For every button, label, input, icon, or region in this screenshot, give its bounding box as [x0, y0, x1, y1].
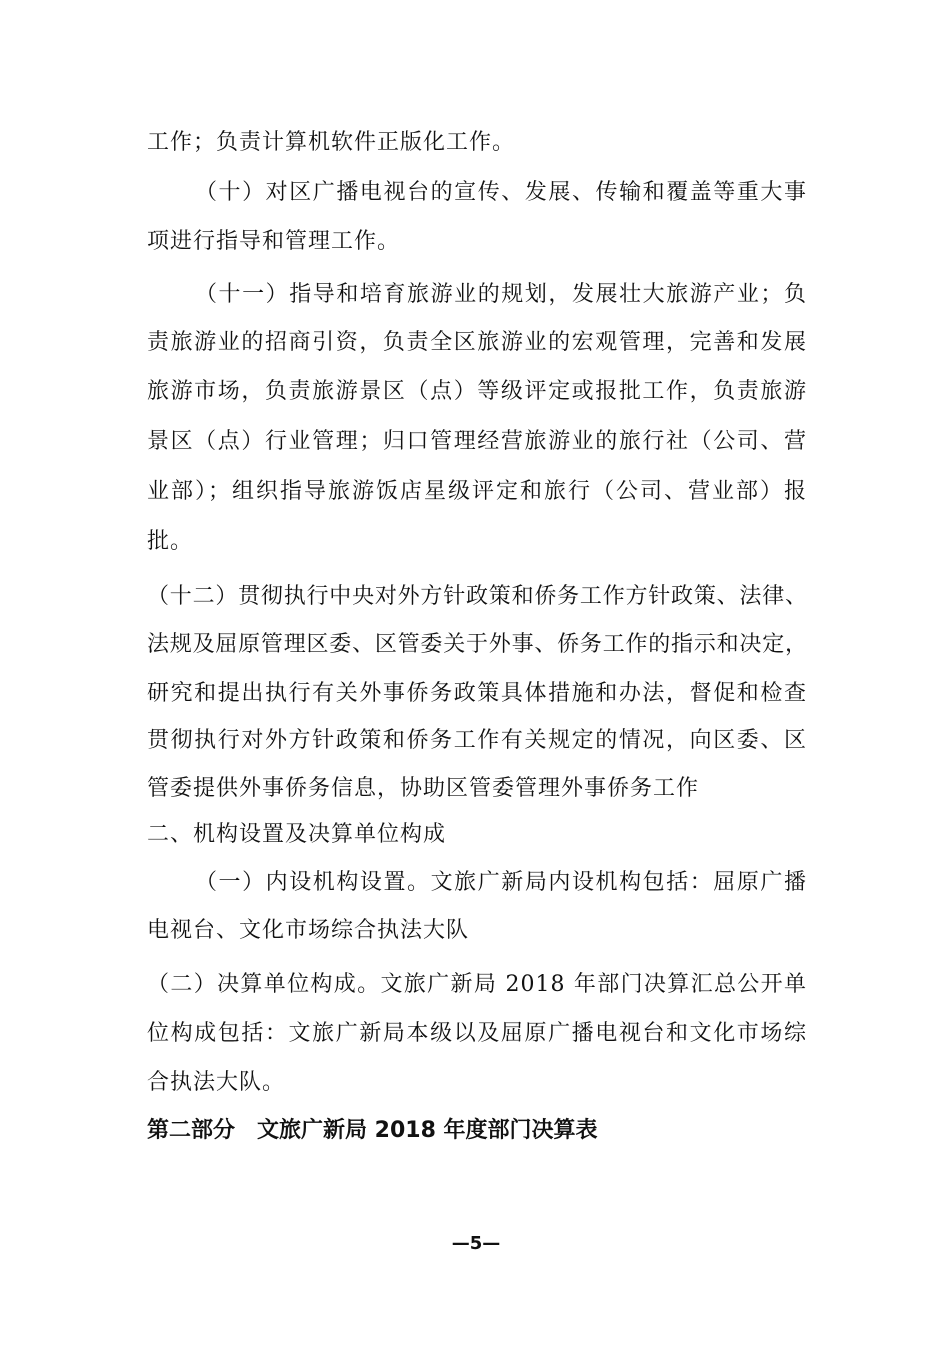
body-line: 法规及屈原管理区委、区管委关于外事、侨务工作的指示和决定，: [147, 632, 807, 657]
body-line: 位构成包括：文旅广新局本级以及屈原广播电视台和文化市场综: [147, 1021, 807, 1046]
section-heading: 二、机构设置及决算单位构成: [147, 822, 447, 847]
page-number: —5—: [451, 1233, 501, 1254]
body-line: （十一）指导和培育旅游业的规划，发展壮大旅游产业；负: [195, 282, 807, 307]
body-line: （一）内设机构设置。文旅广新局内设机构包括：屈原广播: [195, 870, 807, 895]
body-line: （十）对区广播电视台的宣传、发展、传输和覆盖等重大事: [195, 180, 807, 205]
body-line: 合执法大队。: [147, 1070, 286, 1095]
body-line: 电视台、文化市场综合执法大队: [147, 918, 470, 943]
body-line: （二）决算单位构成。文旅广新局 2018 年部门决算汇总公开单: [147, 972, 807, 997]
body-line: 批。: [147, 529, 194, 554]
body-line: 贯彻执行对外方针政策和侨务工作有关规定的情况，向区委、区: [147, 728, 807, 753]
body-line: 研究和提出执行有关外事侨务政策具体措施和办法，督促和检查: [147, 681, 807, 706]
body-line: 景区（点）行业管理；归口管理经营旅游业的旅行社（公司、营: [147, 429, 807, 454]
body-line: （十二）贯彻执行中央对外方针政策和侨务工作方针政策、法律、: [147, 584, 807, 609]
body-line: 业部）；组织指导旅游饭店星级评定和旅行（公司、营业部）报: [147, 479, 807, 504]
body-line: 工作；负责计算机软件正版化工作。: [147, 130, 516, 155]
part-heading: 第二部分 文旅广新局 2018 年度部门决算表: [147, 1118, 598, 1143]
body-line: 项进行指导和管理工作。: [147, 229, 401, 254]
body-line: 责旅游业的招商引资，负责全区旅游业的宏观管理，完善和发展: [147, 330, 807, 355]
body-line: 旅游市场，负责旅游景区（点）等级评定或报批工作，负责旅游: [147, 379, 807, 404]
body-line: 管委提供外事侨务信息，协助区管委管理外事侨务工作: [147, 776, 700, 801]
